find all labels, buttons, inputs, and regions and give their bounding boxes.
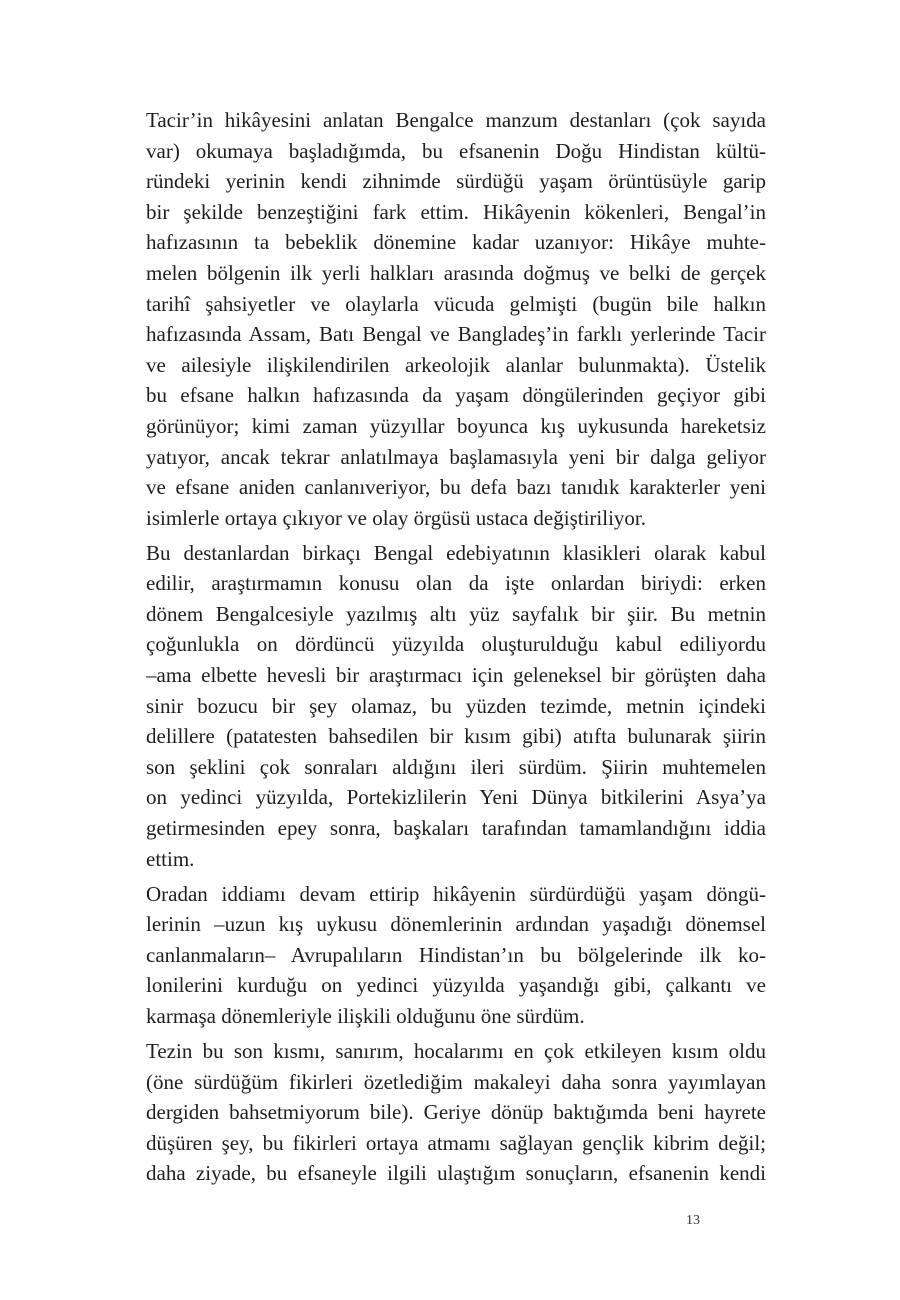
text-line: –ama elbette hevesli bir araştırmacı için geleneksel bir görüşten daha [146, 663, 766, 688]
text-line: Oradan iddiamı devam ettirip hikâyenin sürdürdüğü yaşam döngü- [146, 881, 766, 906]
text-line: ve efsane aniden canlanıveriyor, bu defa bazı tanıdık karakterler yeni [146, 475, 766, 500]
paragraph [146, 538, 766, 875]
text-line: dergiden bahsetmiyorum bile). Geriye dönüp baktığımda beni hayrete [146, 1100, 766, 1125]
text-line: daha ziyade, bu efsaneyle ilgili ulaştığım sonuçların, efsanenin kendi [146, 1161, 766, 1186]
text-line: yatıyor, ancak tekrar anlatılmaya başlamasıyla yeni bir dalga geliyor [146, 444, 766, 469]
paragraph [146, 879, 766, 1032]
page-number: 13 [686, 1213, 700, 1228]
text-line: ve ailesiyle ilişkilendirilen arkeolojik alanlar bulunmakta). Üstelik [146, 352, 766, 377]
text-line: on yedinci yüzyılda, Portekizlilerin Yeni Dünya bitkilerini Asya’ya [146, 785, 766, 810]
text-line: çoğunlukla on dördüncü yüzyılda oluşturulduğu kabul ediliyordu [146, 632, 766, 657]
text-line: lerinin –uzun kış uykusu dönemlerinin ardından yaşadığı dönemsel [146, 912, 766, 937]
text-line: isimlerle ortaya çıkıyor ve olay örgüsü ustaca değiştiriliyor. [146, 505, 646, 530]
body-text [146, 105, 766, 1193]
text-line: Bu destanlardan birkaçı Bengal edebiyatının klasikleri olarak kabul [146, 540, 766, 565]
text-line: bu efsane halkın hafızasında da yaşam döngülerinden geçiyor gibi [146, 383, 766, 408]
text-line: edilir, araştırmamın konusu olan da işte onlardan biriydi: erken [146, 571, 766, 596]
text-line: tarihî şahsiyetler ve olaylarla vücuda gelmişti (bugün bile halkın [146, 291, 766, 316]
text-line: Tezin bu son kısmı, sanırım, hocalarımı en çok etkileyen kısım oldu [146, 1038, 766, 1063]
paragraph [146, 105, 766, 533]
text-line: hafızasının ta bebeklik dönemine kadar uzanıyor: Hikâye muhte- [146, 230, 766, 255]
text-line: canlanmaların– Avrupalıların Hindistan’ın bu bölgelerinde ilk ko- [146, 942, 766, 967]
text-line: melen bölgenin ilk yerli halkları arasında doğmuş ve belki de gerçek [146, 260, 766, 285]
text-line: ründeki yerinin kendi zihnimde sürdüğü yaşam örüntüsüyle garip [146, 169, 766, 194]
text-line: Tacir’in hikâyesini anlatan Bengalce manzum destanları (çok sayıda [146, 108, 766, 132]
text-line: görünüyor; kimi zaman yüzyıllar boyunca kış uykusunda hareketsiz [146, 413, 766, 438]
text-line: var) okumaya başladığımda, bu efsanenin Doğu Hindistan kültü- [146, 138, 766, 163]
text-line: lonilerini kurduğu on yedinci yüzyılda yaşandığı gibi, çalkantı ve [146, 973, 766, 998]
text-line: dönem Bengalcesiyle yazılmış altı yüz sayfalık bir şiir. Bu metnin [146, 601, 766, 626]
text-line: ettim. [146, 846, 195, 871]
text-line: delillere (patatesten bahsedilen bir kısım gibi) atıfta bulunarak şiirin [146, 724, 766, 749]
text-line: karmaşa dönemleriyle ilişkili olduğunu öne sürdüm. [146, 1004, 585, 1028]
text-line: düşüren şey, bu fikirleri ortaya atmamı sağlayan gençlik kibrim değil; [146, 1130, 766, 1155]
text-line: sinir bozucu bir şey olamaz, bu yüzden tezimde, metnin içindeki [146, 693, 766, 718]
text-line: bir şekilde benzeştiğini fark ettim. Hikâyenin kökenleri, Bengal’in [146, 199, 766, 224]
text-line: getirmesinden epey sonra, başkaları tarafından tamamlandığını iddia [146, 816, 766, 841]
text-line: son şeklini çok sonraları aldığını ileri sürdüm. Şiirin muhtemelen [146, 754, 766, 779]
text-line: hafızasında Assam, Batı Bengal ve Bangladeş’in farklı yerlerinde Tacir [146, 322, 766, 347]
text-line: (öne sürdüğüm fikirleri özetlediğim makaleyi daha sonra yayımlayan [146, 1069, 766, 1094]
paragraph [146, 1036, 766, 1189]
